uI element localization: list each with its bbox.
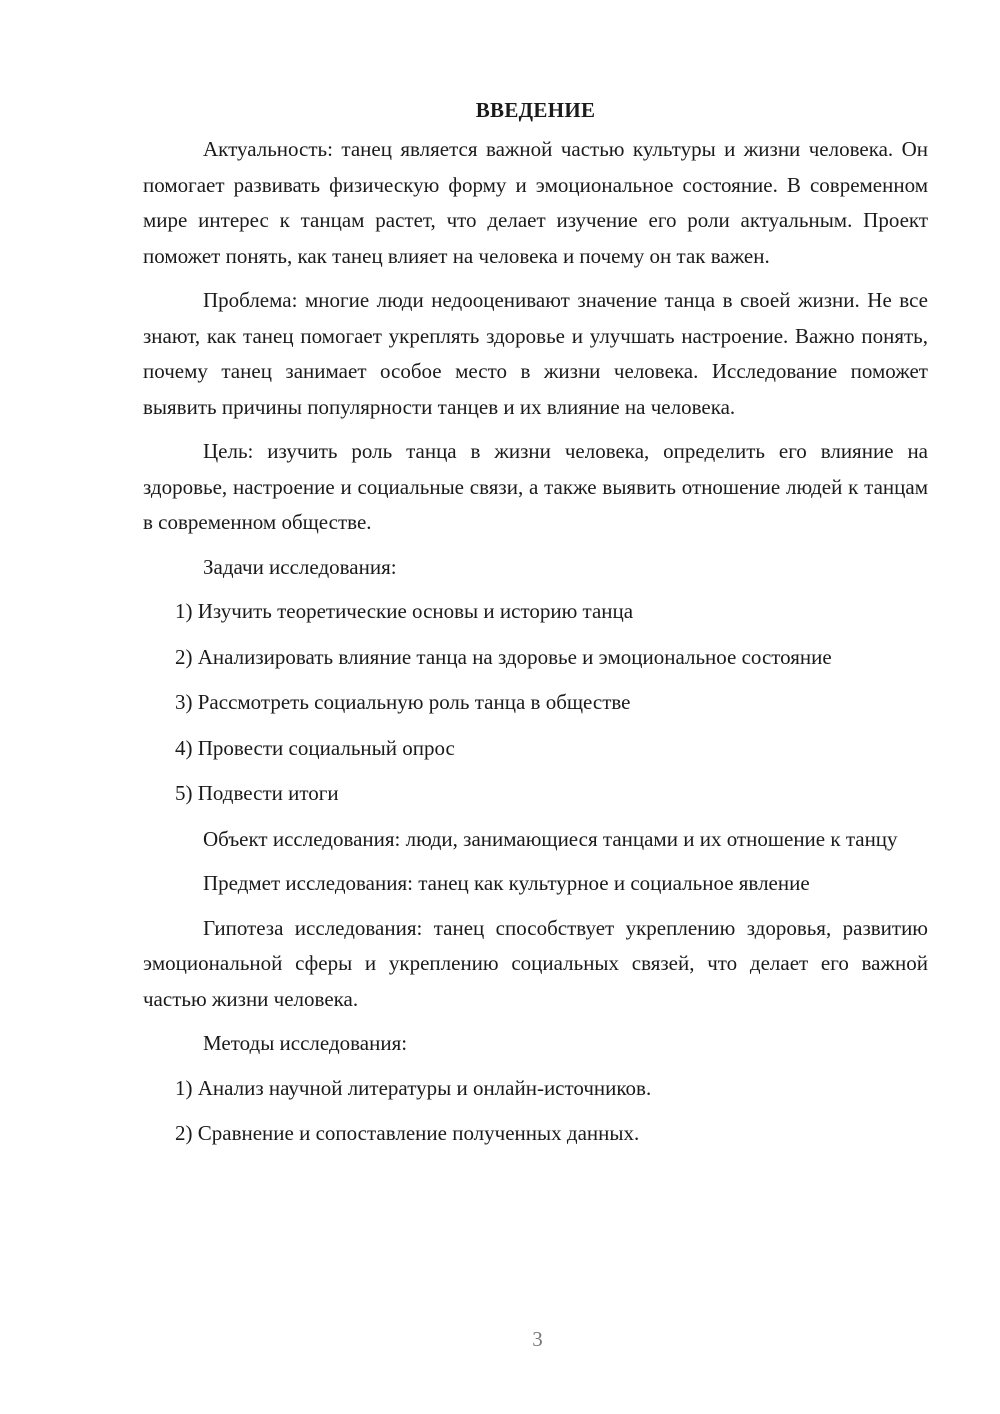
paragraph-relevance: Актуальность: танец является важной частью культуры и жизни человека. Он помогает развивать физическую форму и эмоциональное состояние. В современном мире интерес к танцам растет, что делает изучение его роли актуальным. Проект поможет понять, как танец влияет на человека и почему он так важен. [143,137,928,268]
task-item: 2) Анализировать влияние танца на здоровье и эмоциональное состояние [175,644,832,669]
task-item: 4) Провести социальный опрос [175,735,455,760]
task-item: 3) Рассмотреть социальную роль танца в обществе [175,690,631,714]
document-page [143,92,928,1162]
paragraph-object: Объект исследования: люди, занимающиеся танцами и их отношение к танцу [203,826,898,851]
tasks-heading: Задачи исследования: [203,554,397,579]
section-title: ВВЕДЕНИЕ [475,98,596,122]
paragraph-hypothesis: Гипотеза исследования: танец способствует укреплению здоровья, развитию эмоциональной сферы и укреплению социальных связей, что делает его важной частью жизни человека. [143,915,928,1011]
method-item: 1) Анализ научной литературы и онлайн-источников. [175,1075,652,1100]
method-item: 2) Сравнение и сопоставление полученных данных. [175,1121,640,1145]
paragraph-goal: Цель: изучить роль танца в жизни человека, определить его влияние на здоровье, настроение и социальные связи, а также выявить отношение людей к танцам в современном обществе. [143,439,928,534]
paragraph-subject: Предмет исследования: танец как культурное и социальное явление [203,871,810,895]
paragraph-problem: Проблема: многие люди недооценивают значение танца в своей жизни. Не все знают, как танец помогает укреплять здоровье и улучшать настроение. Важно понять, почему танец занимает особое место в жизни человека. Исследование поможет выявить причины популярности танцев и их влияние на человека. [143,288,928,419]
methods-heading: Методы исследования: [203,1031,408,1055]
page-number: 3 [532,1327,543,1351]
task-item: 5) Подвести итоги [175,781,339,805]
task-item: 1) Изучить теоретические основы и историю танца [175,599,634,623]
